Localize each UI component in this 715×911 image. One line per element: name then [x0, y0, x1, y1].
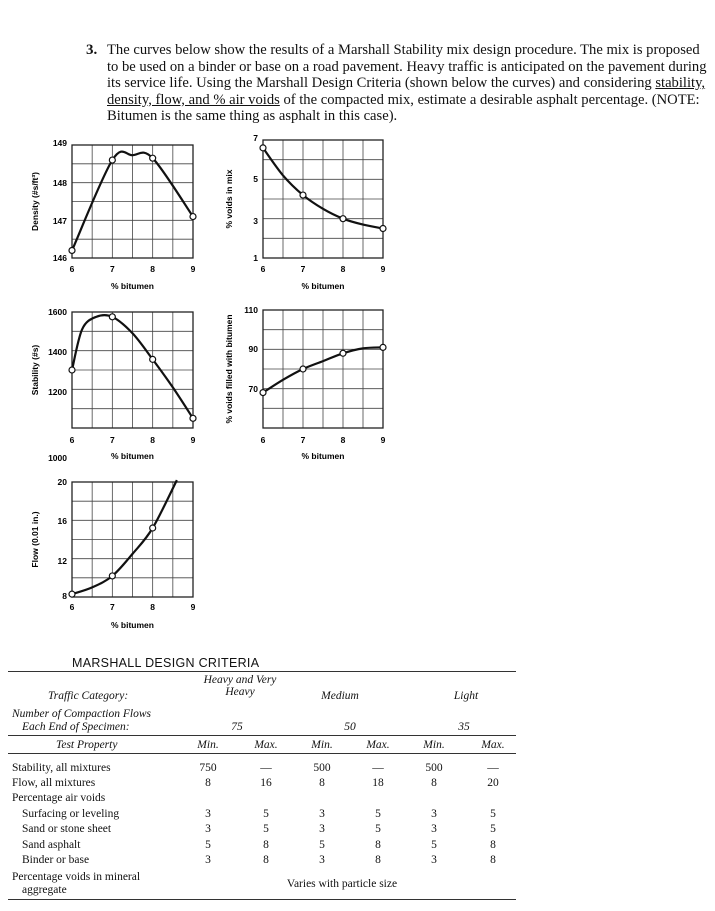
voids-point — [380, 226, 386, 232]
criteria-row-label: Flow, all mixtures — [12, 777, 96, 789]
vfb-ytick: 70 — [248, 384, 258, 394]
stability-xlabel: % bitumen — [111, 451, 154, 461]
compaction-label-line2: Each End of Specimen: — [22, 721, 130, 733]
question-text-b: of the compacted mix, estimate a desirable asphalt percentage. (NOTE: Bitumen is the same thing as asphalt in this case). — [107, 91, 700, 125]
density-ytick: 146 — [52, 253, 67, 263]
voids-xtick: 6 — [260, 264, 266, 274]
flow-xlabel: % bitumen — [111, 620, 154, 630]
voids-chart — [224, 133, 386, 291]
vfb-xtick: 7 — [300, 435, 306, 445]
vfb-point — [380, 344, 386, 350]
density-point — [190, 214, 196, 220]
flow-ytick: 12 — [57, 556, 67, 566]
flow-chart — [30, 477, 196, 630]
stability-point — [69, 367, 75, 373]
vfb-chart — [224, 305, 386, 461]
criteria-cell: 3 — [319, 854, 325, 866]
criteria-cell: 500 — [313, 762, 331, 774]
flow-xtick: 9 — [190, 602, 196, 612]
criteria-cell: 16 — [260, 777, 272, 789]
stability-point — [190, 415, 196, 421]
flow-point — [69, 591, 75, 597]
stability-ytick: 1200 — [48, 387, 67, 397]
table-rule-bottom — [8, 899, 516, 900]
flow-point — [109, 573, 115, 579]
voids-xlabel: % bitumen — [301, 281, 345, 291]
voids-ytick: 7 — [253, 133, 258, 143]
stability-ylabel: Stability (#s) — [30, 344, 40, 396]
vfb-point — [340, 350, 346, 356]
voids-ylabel: % voids in mix — [224, 169, 234, 229]
criteria-cell: 8 — [375, 839, 381, 851]
vfb-xtick: 9 — [380, 435, 386, 445]
voids-point — [260, 145, 266, 151]
table-rule-mid — [8, 735, 516, 736]
voids-ytick: 1 — [253, 253, 258, 263]
criteria-row-label: Percentage air voids — [12, 792, 106, 804]
stability-xtick: 6 — [69, 435, 75, 445]
blows-light: 35 — [458, 721, 470, 733]
criteria-cell: 8 — [431, 777, 437, 789]
criteria-cell: 5 — [431, 839, 437, 851]
blows-medium: 50 — [344, 721, 356, 733]
flow-xtick: 6 — [69, 602, 75, 612]
density-xlabel: % bitumen — [111, 281, 154, 291]
max-header-light: Max. — [481, 739, 505, 751]
criteria-row-label: Stability, all mixtures — [12, 762, 111, 774]
criteria-title: MARSHALL DESIGN CRITERIA — [72, 656, 260, 670]
density-chart — [30, 138, 196, 291]
flow-xtick: 7 — [109, 602, 115, 612]
compaction-label-line1: Number of Compaction Flows — [12, 708, 151, 720]
criteria-cell: 8 — [490, 839, 496, 851]
flow-ylabel: Flow (0.01 in.) — [30, 511, 40, 568]
table-rule-top — [8, 671, 516, 672]
criteria-cell: 8 — [490, 854, 496, 866]
density-point — [109, 157, 115, 163]
vfb-ytick: 110 — [244, 305, 258, 315]
blows-heavy: 75 — [231, 721, 243, 733]
voids-ytick: 3 — [253, 216, 258, 226]
flow-curve — [72, 480, 177, 594]
criteria-cell: 3 — [205, 823, 211, 835]
stability-ytick: 1600 — [48, 307, 67, 317]
density-ylabel: Density (#s/ft³) — [30, 171, 40, 232]
stability-xtick: 7 — [109, 435, 115, 445]
criteria-cell: 5 — [263, 808, 269, 820]
density-xtick: 8 — [150, 264, 156, 274]
stability-chart — [30, 307, 196, 463]
criteria-cell: 20 — [487, 777, 499, 789]
flow-ytick: 8 — [62, 591, 67, 601]
criteria-cell: 500 — [425, 762, 443, 774]
light-header: Light — [453, 690, 479, 702]
criteria-cell: 8 — [263, 839, 269, 851]
criteria-cell: 3 — [319, 823, 325, 835]
voids-ytick: 5 — [253, 174, 258, 184]
test-property-header: Test Property — [56, 739, 118, 751]
criteria-row-label: Sand asphalt — [22, 839, 81, 851]
criteria-cell: 18 — [372, 777, 384, 789]
criteria-cell: 5 — [375, 808, 381, 820]
criteria-cell: 5 — [375, 823, 381, 835]
voids-point — [300, 192, 306, 198]
max-header-medium: Max. — [366, 739, 390, 751]
density-ytick: 149 — [52, 138, 67, 148]
question-number: 3. — [86, 42, 98, 58]
criteria-cell: 3 — [431, 854, 437, 866]
density-xtick: 6 — [69, 264, 75, 274]
max-header-heavy: Max. — [254, 739, 278, 751]
density-point — [69, 247, 75, 253]
criteria-cell: 8 — [375, 854, 381, 866]
criteria-cell: — — [487, 762, 499, 774]
flow-ytick: 16 — [57, 516, 67, 526]
stability-xtick: 9 — [190, 435, 196, 445]
heavy-header-line1: Heavy and Very — [203, 674, 277, 686]
criteria-cell: 750 — [199, 762, 217, 774]
question-text-underlined: stability, density, flow, and % air voids — [107, 75, 706, 108]
vma-label-line1: Percentage voids in mineral — [12, 871, 141, 883]
min-header-medium: Min. — [311, 739, 333, 751]
criteria-cell: 3 — [319, 808, 325, 820]
criteria-cell: 3 — [431, 823, 437, 835]
voids-xtick: 8 — [340, 264, 346, 274]
question-text-a: The curves below show the results of a Marshall Stability mix design procedure. The mix is proposed to be used on a binder or base on a road pavement. Heavy traffic is anticipated on the pavement during its service life. Using the Marshall Design Criteria (shown below the curves) and considering — [107, 42, 707, 92]
stability-ytick: 1000 — [48, 453, 67, 463]
stability-ytick: 1400 — [48, 347, 67, 357]
density-xtick: 7 — [109, 264, 115, 274]
density-xtick: 9 — [190, 264, 196, 274]
criteria-cell: 3 — [431, 808, 437, 820]
voids-xtick: 7 — [300, 264, 306, 274]
vfb-xtick: 8 — [340, 435, 346, 445]
vfb-xlabel: % bitumen — [301, 451, 345, 461]
criteria-row-label: Binder or base — [22, 854, 90, 866]
criteria-cell: 8 — [319, 777, 325, 789]
vfb-point — [260, 390, 266, 396]
vma-note: Varies with particle size — [286, 878, 398, 890]
voids-xtick: 9 — [380, 264, 386, 274]
flow-ytick: 20 — [57, 477, 67, 487]
density-point — [150, 155, 156, 161]
table-rule-header — [8, 753, 516, 754]
density-ytick: 148 — [52, 178, 67, 188]
criteria-cell: 8 — [263, 854, 269, 866]
criteria-row-label: Sand or stone sheet — [22, 823, 112, 835]
criteria-cell: 5 — [205, 839, 211, 851]
flow-xtick: 8 — [150, 602, 156, 612]
criteria-cell: 8 — [205, 777, 211, 789]
vfb-point — [300, 366, 306, 372]
criteria-cell: 3 — [205, 854, 211, 866]
criteria-row-label: Surfacing or leveling — [22, 808, 120, 820]
heavy-header-line2: Heavy — [225, 686, 255, 698]
voids-point — [340, 216, 346, 222]
min-header-light: Min. — [423, 739, 445, 751]
medium-header: Medium — [321, 690, 359, 702]
vma-label-line2: aggregate — [22, 884, 67, 896]
criteria-cell: 5 — [263, 823, 269, 835]
stability-xtick: 8 — [150, 435, 156, 445]
stability-point — [150, 356, 156, 362]
vfb-ytick: 90 — [248, 344, 258, 354]
criteria-cell: 5 — [490, 808, 496, 820]
vfb-ylabel: % voids filled with bitumen — [224, 314, 234, 424]
criteria-cell: 5 — [490, 823, 496, 835]
density-ytick: 147 — [52, 216, 67, 226]
flow-point — [150, 525, 156, 531]
stability-point — [109, 314, 115, 320]
traffic-category-label: Traffic Category: — [48, 690, 129, 702]
criteria-cell: 5 — [319, 839, 325, 851]
min-header-heavy: Min. — [197, 739, 219, 751]
criteria-cell: — — [372, 762, 384, 774]
criteria-cell: — — [260, 762, 272, 774]
criteria-cell: 3 — [205, 808, 211, 820]
vfb-xtick: 6 — [260, 435, 266, 445]
